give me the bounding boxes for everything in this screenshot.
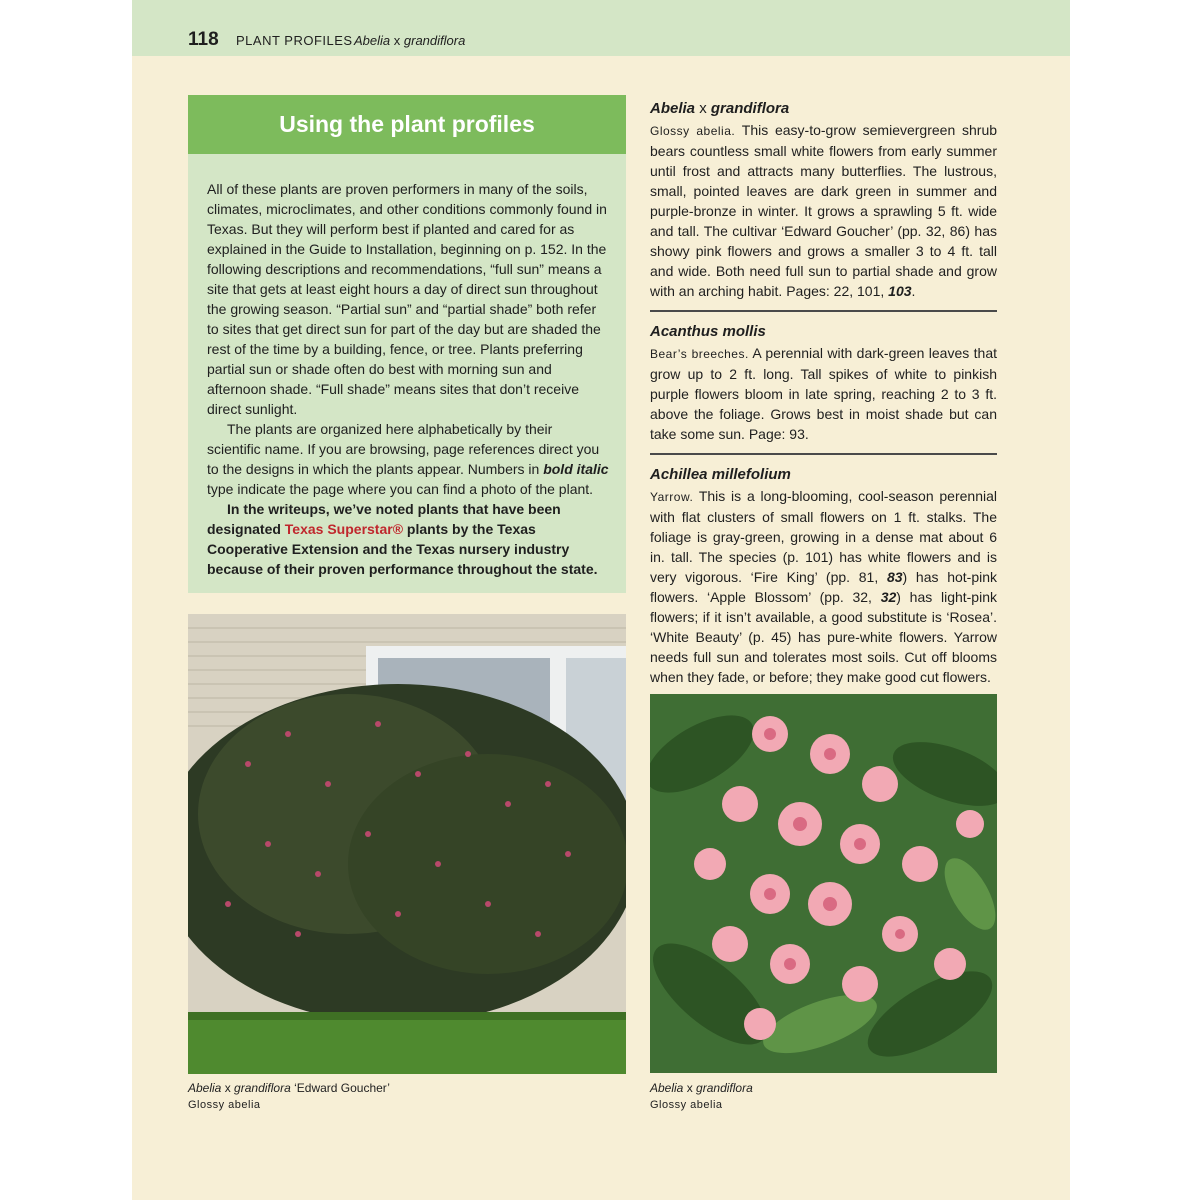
profile-entry <box>650 465 997 687</box>
profile-entry <box>650 99 997 301</box>
sidebar-title-bar <box>188 95 626 154</box>
sidebar-paragraph: The plants are organized here alphabetically by their scientific name. If you are browsing, page references direct you to the designs in which the plants appear. Numbers in bold italic type indicate the page where you can find a photo of the plant. <box>207 421 609 497</box>
entry-description: Glossy abelia. This easy-to-grow semievergreen shrub bears countless small white flowers from early summer until frost and attracts many butterflies. The lustrous, small, pointed leaves are dark green in summer and purple-bronze in winter. It grows a sprawling 5 ft. wide and tall. The cultivar ‘Edward Goucher’ (pp. 32, 86) has showy pink flowers and grows a smaller 3 to 4 ft. tall and wide. Both need full sun to partial shade and grow with an arching habit. Pages: 22, 101, 103. <box>650 122 998 299</box>
entry-name: Acanthus mollis <box>650 323 766 340</box>
entry-description: Bear’s breeches. A perennial with dark-green leaves that grow up to 2 ft. long. Tall spikes of white to pinkish purple flowers bloom in late spring, reaching 2 to 3 ft. above the foliage. Grows best in moist shade but can take some sun. Page: 93. <box>650 345 997 442</box>
photo-abelia-flowers <box>650 694 997 1073</box>
sidebar-title: Using the plant profiles <box>279 111 535 137</box>
page-number: 118 <box>188 29 219 50</box>
entry-description: Yarrow. This is a long-blooming, cool-season perennial with flat clusters of small flowers on 1 ft. stalks. The foliage is gray-green, growing in a dense mat about 6 in. tall. The species (p. 101) has white flowers and is very vigorous. ‘Fire King’ (pp. 81, 83) has hot-pink flowers. ‘Apple Blossom’ (pp. 32, 32) has light-pink flowers; if it isn’t available, a good substitute is ‘Rosea’. ‘White Beauty’ (p. 45) has pure-white flowers. Yarrow needs full sun and tolerates most soils. Cut off blooms when they fade, or before; they make good cut flowers. <box>650 488 997 685</box>
sidebar-paragraph-superstar: In the writeups, we’ve noted plants that have been designated Texas Superstar® plants by the Texas Cooperative Extension and the Texas nursery industry because of their proven performance throughout the state. <box>207 501 598 577</box>
section-title: PLANT PROFILES <box>236 33 353 48</box>
entry-name: Achillea millefolium <box>650 466 791 483</box>
sidebar-body <box>207 179 609 579</box>
plant-profiles-sidebar <box>188 95 626 593</box>
sidebar-paragraph: All of these plants are proven performers in many of the soils, climates, microclimates, and other conditions commonly found in Texas. But they will perform best if planted and cared for as explained in the Guide to Installation, beginning on p. 152. In the following descriptions and recommendations, “full sun” means a site that gets at least eight hours a day of direct sun throughout the growing season. “Partial sun” and “partial shade” both refer to sites that get direct sun for part of the day but are shaded the rest of the time by a building, fence, or tree. Plants preferring partial sun or shade often do best with morning sun and afternoon shade. “Full shade” means sites that don’t receive direct sunlight. <box>207 181 607 417</box>
running-header <box>132 0 1070 56</box>
photo-caption: Abelia x grandiflora Glossy abelia <box>650 1081 753 1111</box>
profile-entry <box>650 322 997 444</box>
page <box>132 0 1070 1200</box>
header-species: Abelia x grandiflora <box>354 33 466 48</box>
photo-abelia-edward-goucher <box>188 614 626 1074</box>
photo-caption: Abelia x grandiflora ‘Edward Goucher’ Glossy abelia <box>188 1081 390 1111</box>
divider <box>650 453 997 455</box>
profiles-column <box>650 99 997 687</box>
texas-superstar-label: Texas Superstar® <box>284 521 404 537</box>
divider <box>650 310 997 312</box>
entry-name: Abelia x grandiflora <box>650 100 790 117</box>
